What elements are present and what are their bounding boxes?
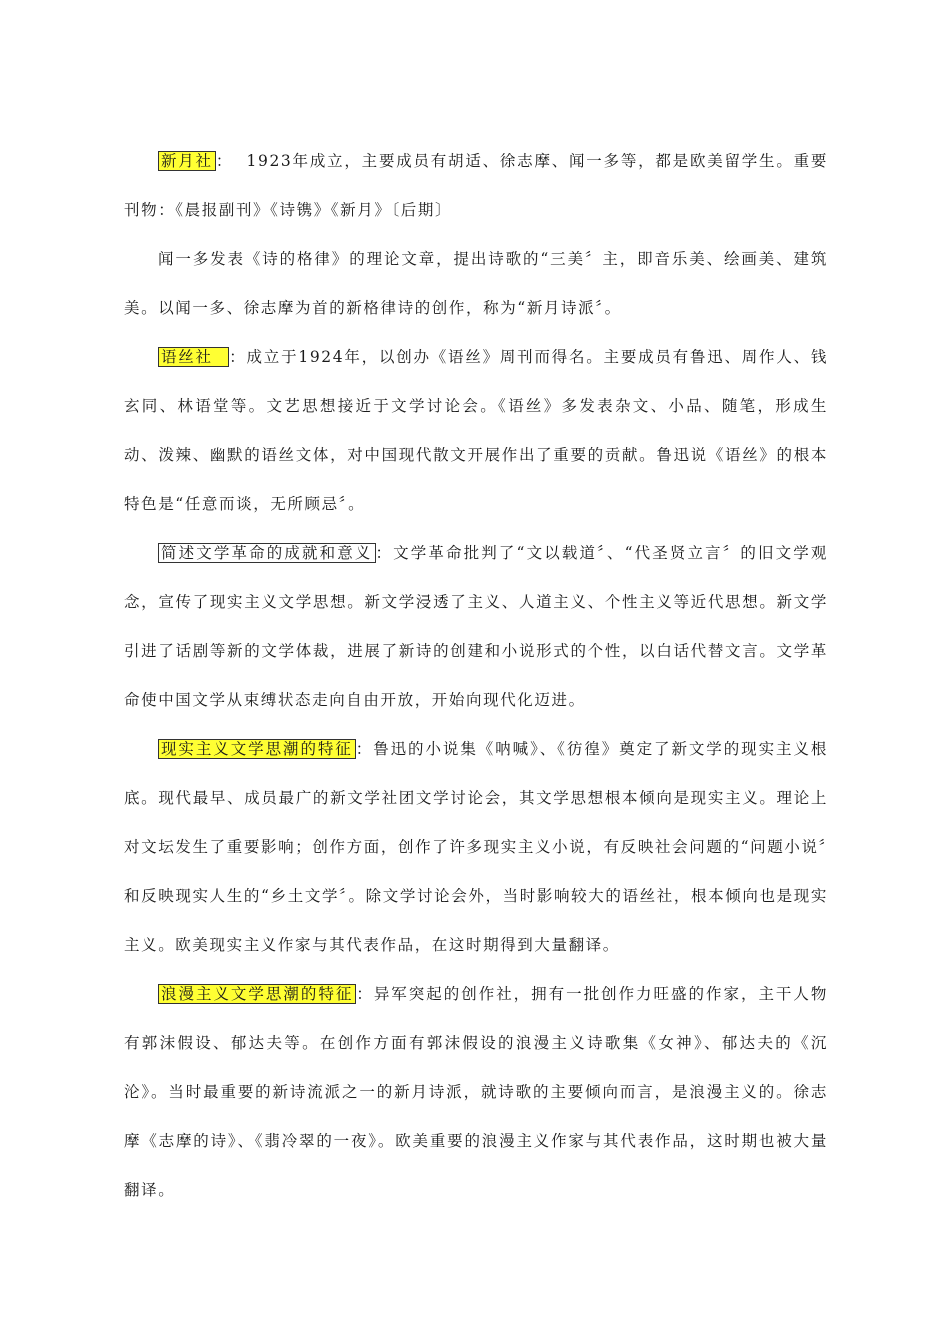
term-realism: 现实主义文学思潮的特征 <box>158 739 356 759</box>
paragraph-three-beauties <box>124 235 828 333</box>
paragraph-romanticism <box>124 970 828 1215</box>
term-separator: ： <box>375 544 394 562</box>
term-xinyue-society: 新月社 <box>158 151 216 171</box>
paragraph-realism <box>124 725 828 970</box>
paragraph-yusi-society <box>124 333 828 529</box>
paragraph-text: 鲁迅的小说集《呐喊》、《彷徨》奠定了新文学的现实主义根底。现代最早、成员最广的新文学社团文学讨论会，其文学思想根本倾向是现实主义。理论上对文坛发生了重要影响；创作方面，创作了许多现实主义小说，有反映社会问题的“问题小说〞和反映现实人生的“乡土文学〞。除文学讨论会外，当时影响较大的语丝社，根本倾向也是现实主义。欧美现实主义作家与其代表作品，在这时期得到大量翻译。 <box>124 740 828 954</box>
document-body <box>124 137 828 1215</box>
term-separator: ： <box>215 152 234 170</box>
paragraph-xinyue-society <box>124 137 828 235</box>
term-separator: ： <box>356 985 374 1003</box>
term-yusi-society: 语丝社 <box>158 347 229 367</box>
term-separator: ： <box>229 348 247 366</box>
paragraph-text: 文学革命批判了“文以载道〞、“代圣贤立言〞的旧文学观念，宣传了现实主义文学思想。新文学浸透了主义、人道主义、个性主义等近代思想。新文学引进了话剧等新的文学体裁，进展了新诗的创建和小说形式的个性，以白话代替文言。文学革命使中国文学从束缚状态走向自由开放，开始向现代化迈进。 <box>124 544 829 709</box>
term-romanticism: 浪漫主义文学思潮的特征 <box>158 984 356 1004</box>
paragraph-text: 异军突起的创作社，拥有一批创作力旺盛的作家，主干人物有郭沫假设、郁达夫等。在创作方面有郭沫假设的浪漫主义诗歌集《女神》、郁达夫的《沉沦》。当时最重要的新诗流派之一的新月诗派，就诗歌的主要倾向而言，是浪漫主义的。徐志摩《志摩的诗》、《翡冷翠的一夜》。欧美重要的浪漫主义作家与其代表作品，这时期也被大量翻译。 <box>124 985 828 1199</box>
paragraph-text: 1923年成立，主要成员有胡适、徐志摩、闻一多等，都是欧美留学生。重要刊物：《晨报副刊》《诗镌》《新月》〔后期〕 <box>124 152 828 219</box>
paragraph-literary-revolution <box>124 529 828 725</box>
paragraph-text: 闻一多发表《诗的格律》的理论文章，提出诗歌的“三美〞主，即音乐美、绘画美、建筑美。以闻一多、徐志摩为首的新格律诗的创作，称为“新月诗派〞。 <box>124 250 828 317</box>
term-literary-revolution: 简述文学革命的成就和意义 <box>158 543 376 563</box>
paragraph-text: 成立于1924年，以创办《语丝》周刊而得名。主要成员有鲁迅、周作人、钱玄同、林语堂等。文艺思想接近于文学讨论会。《语丝》多发表杂文、小品、随笔，形成生动、泼辣、幽默的语丝文体，对中国现代散文开展作出了重要的贡献。鲁迅说《语丝》的根本特色是“任意而谈，无所顾忌〞。 <box>124 348 828 513</box>
term-separator: ： <box>355 740 374 758</box>
